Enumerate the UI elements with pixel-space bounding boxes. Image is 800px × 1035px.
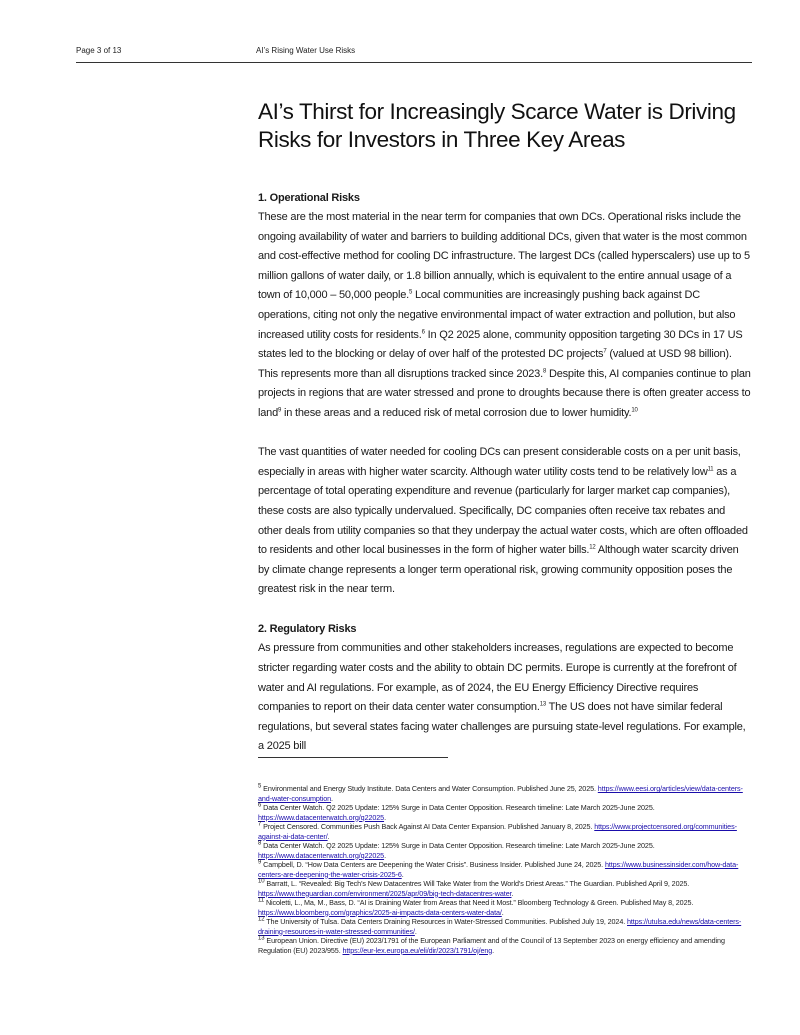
footnote <box>258 898 752 917</box>
footnote-punct: . <box>414 926 417 936</box>
footnote-ref[interactable]: 11 <box>707 466 714 473</box>
text-run: in these areas and a reduced risk of metal corrosion due to lower humidity. <box>281 406 632 419</box>
text-run: Local communities are increasingly pushing back against DC operations, citing not only the negative environmental impact of water extraction and pollution, but also increased utility costs for residents. <box>258 289 736 341</box>
footnote-ref[interactable]: 5 <box>409 289 413 296</box>
footnote-number: 12 <box>258 916 265 923</box>
page-title: AI’s Thirst for Increasingly Scarce Water is Driving Risks for Investors in Three Key Areas <box>258 99 736 152</box>
footnote-text: Barratt, L. “Revealed: Big Tech’s New Datacentres Will Take Water from the World’s Driest Areas.” The Guardian. Published April 9, 2025. <box>266 879 690 888</box>
footnote-link[interactable]: https://www.datacenterwatch.org/q22025 <box>258 812 385 822</box>
text-run: as a percentage of total operating expenditure and revenue (particularly for larger market cap companies), these costs are also typically undervalued. Specifically, DC companies often receive tax rebates and other deals from utility companies so that they underpay the actual water costs, which are often offloaded to residents and other local businesses in the form of higher water bills. <box>258 465 748 557</box>
footnote-text: The University of Tulsa. Data Centers Draining Resources in Water-Stressed Communities. Published July 19, 2024. <box>266 917 628 926</box>
footnote-number: 5 <box>258 783 262 790</box>
page-number: Page 3 of 13 <box>76 46 122 55</box>
footnote-link[interactable]: https://www.theguardian.com/environment/2025/apr/09/big-tech-datacentres-water <box>258 888 512 898</box>
footnote-punct: . <box>384 850 386 860</box>
running-title: AI’s Rising Water Use Risks <box>256 46 356 55</box>
footnote-link[interactable]: https://www.bloomberg.com/graphics/2025-ai-impacts-data-centers-water-data/ <box>258 907 502 917</box>
footnote <box>258 936 752 955</box>
text-run: As pressure from communities and other stakeholders increases, regulations are expected to become stricter regarding water costs and the ability to obtain DC permits. Europe is currently at the forefront of water and AI regulations. For example, as of 2024, the EU Energy Efficiency Directive requires companies to report on their data center water consumption. <box>258 642 737 714</box>
footnote-punct: . <box>327 831 330 841</box>
footnote-punct: . <box>492 945 495 955</box>
footnote-text: Nicoletti, L., Ma, M., Bass, D. “AI is Draining Water from Areas that Need it Most.” Bloomberg Technology & Green. Published May 8, 2025. <box>265 898 694 907</box>
section-heading-regulatory: 2. Regulatory Risks <box>258 623 357 636</box>
section-heading-operational: 1. Operational Risks <box>258 192 360 204</box>
footnote-ref[interactable]: 12 <box>589 544 596 551</box>
footnote-link[interactable]: https://www.eesi.org/articles/view/data-centers-and-water-consumption <box>258 784 743 803</box>
footnote-ref[interactable]: 13 <box>539 701 546 708</box>
footnote-number: 7 <box>258 821 262 828</box>
footnote-number: 13 <box>258 935 265 942</box>
footnote-text: Data Center Watch. Q2 2025 Update: 125% Surge in Data Center Opposition. Research timeline: Late March 2025-June 2025. <box>263 841 655 850</box>
footnote-punct: . <box>384 812 386 822</box>
footnote <box>258 803 752 822</box>
footnote-divider <box>258 757 448 758</box>
footnote-number: 8 <box>258 840 262 847</box>
footnote-link[interactable]: https://www.datacenterwatch.org/q22025 <box>258 850 385 860</box>
footnote <box>258 841 752 860</box>
footnote-text: Project Censored. Communities Push Back Against AI Data Center Expansion. Published January 8, 2025. <box>263 822 595 831</box>
footnote-text: Environmental and Energy Study Institute. Data Centers and Water Consumption. Published June 25, 2025. <box>263 784 598 793</box>
footnote-link[interactable]: https://www.businessinsider.com/how-data-centers-are-deepening-the-water-crisis-2025-6 <box>258 860 739 879</box>
footnote-number: 6 <box>258 802 262 809</box>
footnote-ref[interactable]: 8 <box>542 368 547 375</box>
text-run: (valued at USD 98 billion). This represents more than all disruptions tracked since 2023. <box>258 348 732 380</box>
main-content <box>258 98 752 757</box>
footnote-ref[interactable]: 9 <box>278 407 282 414</box>
footnote-text: European Union. Directive (EU) 2023/1791 of the European Parliament and of the Council of 13 September 2023 on energy efficiency and amending Regulation (EU) 2023/955. <box>258 936 725 955</box>
text-run: The US does not have similar federal regulations, but several states facing water challenges are pursuing state-level regulations. For example, a 2025 bill <box>258 701 746 753</box>
page-header <box>76 44 752 63</box>
text-run: These are the most material in the near term for companies that own DCs. Operational risks include the ongoing availability of water and barriers to building additional DCs, given that water is the most common and cost-effective method for cooling DC infrastructure. The largest DCs (called hyperscalers) use up to 5 million gallons of water daily, or 1.8 billion annually, which is equivalent to the entire annual usage of a town of 10,000 – 50,000 people. <box>258 211 750 302</box>
text-run: Although water scarcity driven by climate change represents a longer term operational risk, growing community opposition poses the greatest risk in the near term. <box>258 544 739 596</box>
footnote-ref[interactable]: 10 <box>631 407 638 414</box>
paragraph-regulatory-1 <box>258 639 752 757</box>
footnote-link[interactable]: https://utulsa.edu/news/data-centers-draining-resources-in-water-stressed-communities/ <box>258 917 742 936</box>
footnote <box>258 860 752 879</box>
footnote <box>258 917 752 936</box>
text-run: In Q2 2025 alone, community opposition targeting 30 DCs in 17 US states led to the blocking or delay of over half of the protested DC projects <box>258 328 743 361</box>
footnote <box>258 784 752 803</box>
text-run: The vast quantities of water needed for cooling DCs can present considerable costs on a per unit basis, especially in areas with higher water scarcity. Although water utility costs tend to be relatively low <box>258 446 741 478</box>
footnote-text: Campbell, D. “How Data Centers are Deepening the Water Crisis”. Business Insider. Published June 24, 2025. <box>263 860 605 869</box>
footnote-punct: . <box>401 869 404 879</box>
footnote-punct: . <box>331 793 333 803</box>
footnote-link[interactable]: https://eur-lex.europa.eu/eli/dir/2023/1791/oj/eng <box>342 945 493 955</box>
footnote-number: 10 <box>258 878 265 885</box>
footnote <box>258 879 752 898</box>
footnote <box>258 822 752 841</box>
footnote-punct: . <box>511 888 514 898</box>
footnote-link[interactable]: https://www.projectcensored.org/communities-against-ai-data-center/ <box>258 822 737 841</box>
paragraph-operational-2 <box>258 443 752 600</box>
footnote-ref[interactable]: 7 <box>603 348 607 355</box>
footnotes <box>258 784 752 955</box>
text-run: Despite this, AI companies continue to plan projects in regions that are water stressed and prone to droughts because there is often greater access to land <box>258 367 751 419</box>
footnote-text: Data Center Watch. Q2 2025 Update: 125% Surge in Data Center Opposition. Research timeline: Late March 2025-June 2025. <box>263 803 655 812</box>
footnote-number: 9 <box>258 859 262 866</box>
footnote-number: 11 <box>258 897 265 904</box>
footnote-ref[interactable]: 6 <box>421 328 425 335</box>
paragraph-operational-1 <box>258 208 752 424</box>
footnote-punct: . <box>501 907 504 917</box>
